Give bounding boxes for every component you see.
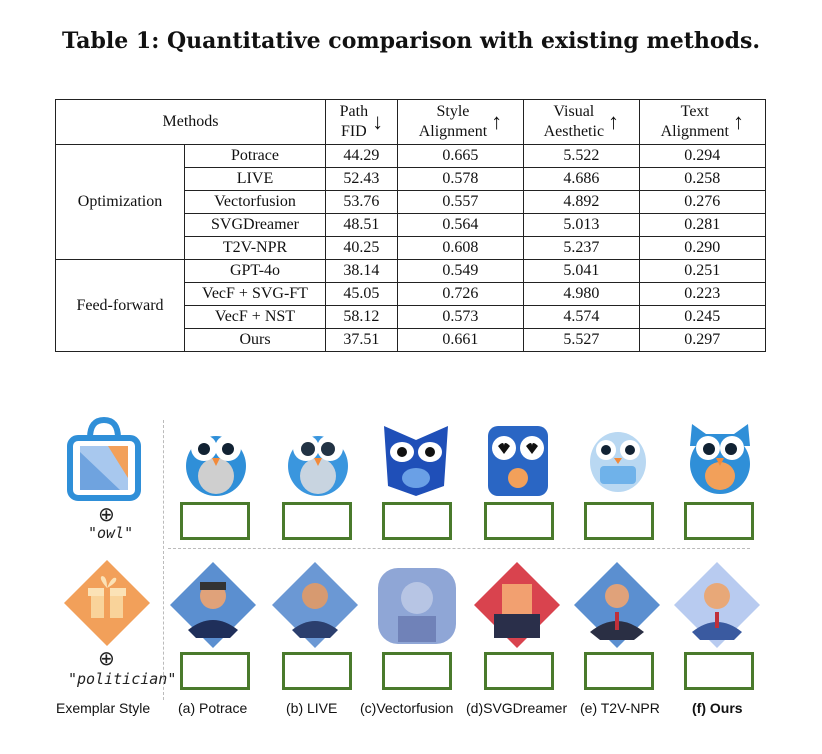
politician-image [372,560,462,650]
path-swatch [282,502,352,540]
path-swatch [684,502,754,540]
exemplar-gift-icon [62,558,152,648]
label-ours: (f) Ours [692,700,743,716]
path-fid-cell: 38.14 [326,260,398,283]
text-alignment-cell: 0.281 [639,214,765,237]
prompt-politician: "politician" [68,670,177,688]
visual-aesthetic-cell: 5.237 [524,237,639,260]
column-header-path-fid: Path FID ↓ [326,100,398,145]
text-alignment-cell: 0.258 [639,168,765,191]
results-table [55,99,766,352]
path-swatch [484,652,554,690]
style-alignment-cell: 0.564 [397,214,523,237]
column-header-text-alignment: Text Alignment ↑ [639,100,765,145]
text-alignment-cell: 0.251 [639,260,765,283]
owl-image [378,416,454,498]
owl-image [180,416,252,498]
column-header-visual-aesthetic: Visual Aesthetic ↑ [524,100,639,145]
method-cell: VecF + SVG-FT [185,283,326,306]
method-cell: T2V-NPR [185,237,326,260]
exemplar-bag-icon [64,416,144,502]
prompt-owl: "owl" [88,524,134,542]
path-swatch [584,502,654,540]
methods-header: Methods [56,100,326,145]
method-cell: SVGDreamer [185,214,326,237]
visual-aesthetic-cell: 5.041 [524,260,639,283]
comparison-figure [0,410,822,754]
path-swatch [584,652,654,690]
vertical-divider [163,420,164,700]
text-alignment-cell: 0.297 [639,329,765,352]
path-swatch [382,502,452,540]
style-alignment-cell: 0.557 [397,191,523,214]
visual-aesthetic-cell: 5.013 [524,214,639,237]
label-live: (b) LIVE [286,700,338,716]
owl-image [282,416,354,498]
politician-image [472,560,562,650]
path-fid-cell: 37.51 [326,329,398,352]
plus-icon: ⊕ [98,502,115,526]
up-arrow-icon: ↑ [733,109,744,134]
label-t2v-npr: (e) T2V-NPR [580,700,660,716]
group-feed-forward: Feed-forward [56,260,185,352]
style-alignment-cell: 0.578 [397,168,523,191]
politician-image [672,560,762,650]
path-fid-cell: 53.76 [326,191,398,214]
plus-icon: ⊕ [98,646,115,670]
visual-aesthetic-cell: 4.574 [524,306,639,329]
table-header-row [56,100,766,145]
text-alignment-cell: 0.276 [639,191,765,214]
path-swatch [484,502,554,540]
text-alignment-cell: 0.245 [639,306,765,329]
owl-image [482,416,554,498]
label-svgdreamer: (d)SVGDreamer [466,700,568,716]
method-cell: Vectorfusion [185,191,326,214]
table-caption: Table 1: Quantitative comparison with existing methods. [61,28,761,54]
politician-image [270,560,360,650]
owl-image [684,416,756,498]
path-swatch [180,652,250,690]
text-alignment-cell: 0.294 [639,145,765,168]
path-fid-cell: 45.05 [326,283,398,306]
table-row [56,260,766,283]
method-cell: GPT-4o [185,260,326,283]
path-fid-cell: 48.51 [326,214,398,237]
style-alignment-cell: 0.661 [397,329,523,352]
visual-aesthetic-cell: 4.892 [524,191,639,214]
column-header-style-alignment: Style Alignment ↑ [397,100,523,145]
style-alignment-cell: 0.726 [397,283,523,306]
down-arrow-icon: ↓ [372,109,384,134]
path-swatch [684,652,754,690]
visual-aesthetic-cell: 4.686 [524,168,639,191]
owl-image [582,416,654,498]
style-alignment-cell: 0.665 [397,145,523,168]
visual-aesthetic-cell: 5.522 [524,145,639,168]
path-swatch [382,652,452,690]
text-alignment-cell: 0.223 [639,283,765,306]
method-cell: Potrace [185,145,326,168]
path-fid-cell: 52.43 [326,168,398,191]
path-swatch [282,652,352,690]
visual-aesthetic-cell: 4.980 [524,283,639,306]
table-row [56,145,766,168]
label-exemplar-style: Exemplar Style [56,700,151,716]
style-alignment-cell: 0.549 [397,260,523,283]
style-alignment-cell: 0.608 [397,237,523,260]
method-cell: VecF + NST [185,306,326,329]
style-alignment-cell: 0.573 [397,306,523,329]
text-alignment-cell: 0.290 [639,237,765,260]
group-optimization: Optimization [56,145,185,260]
path-fid-cell: 58.12 [326,306,398,329]
horizontal-divider [168,548,750,549]
method-cell: LIVE [185,168,326,191]
politician-image [572,560,662,650]
up-arrow-icon: ↑ [491,109,503,134]
path-fid-cell: 44.29 [326,145,398,168]
label-potrace: (a) Potrace [178,700,248,716]
label-vectorfusion: (c)Vectorfusion [360,700,454,716]
path-fid-cell: 40.25 [326,237,398,260]
up-arrow-icon: ↑ [608,109,620,134]
visual-aesthetic-cell: 5.527 [524,329,639,352]
politician-image [168,560,258,650]
path-swatch [180,502,250,540]
method-cell: Ours [185,329,326,352]
